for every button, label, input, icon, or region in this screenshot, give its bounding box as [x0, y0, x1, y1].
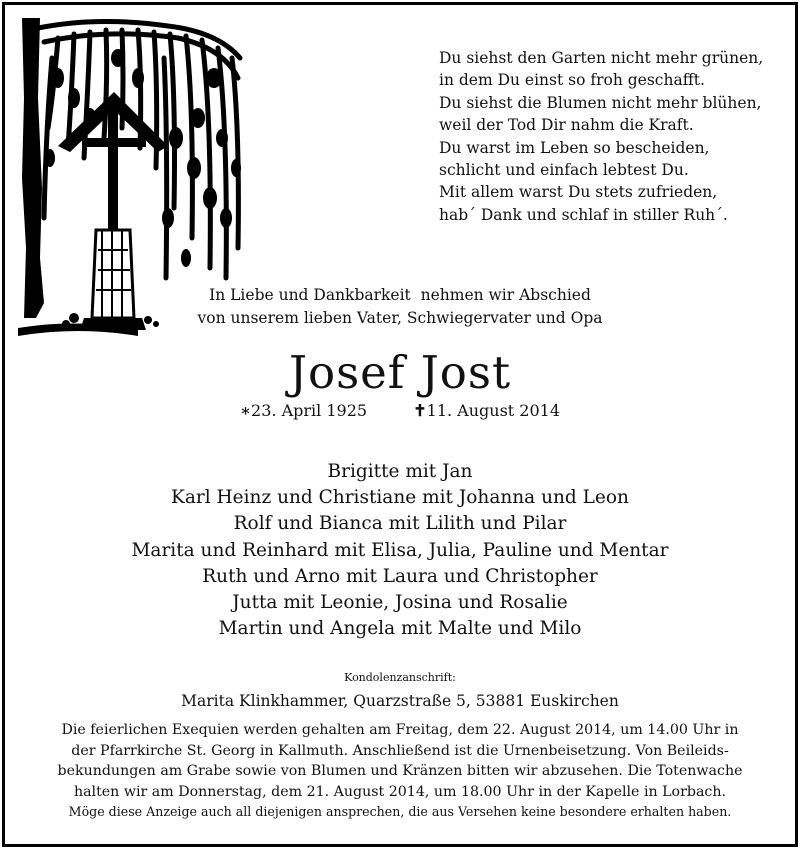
- life-dates: [0, 400, 800, 422]
- service-line: Die feierlichen Exequien werden gehalten am Freitag, dem 22. August 2014, um 14.00 Uhr in: [61, 722, 739, 738]
- birth-date: 23. April 1925: [251, 401, 368, 420]
- condolence-address: Marita Klinkhammer, Quarzstraße 5, 53881 Euskirchen: [181, 692, 619, 710]
- intro-line: In Liebe und Dankbarkeit nehmen wir Abschied: [209, 286, 591, 304]
- death-date: 11. August 2014: [426, 401, 561, 420]
- poem-line: schlicht und einfach lebtest Du.: [439, 161, 689, 180]
- birth-symbol-icon: ∗: [239, 401, 252, 420]
- deceased-name: Josef Jost: [288, 346, 512, 399]
- mourners-list: [0, 459, 800, 642]
- service-line: halten wir am Donnerstag, dem 21. August 2014, um 18.00 Uhr in der Kapelle in Lorbach.: [73, 783, 727, 800]
- cross-icon: ✝: [413, 401, 427, 420]
- poem-line: Du warst im Leben so bescheiden,: [439, 138, 710, 157]
- condolence-label: Kondolenzanschrift:: [344, 671, 456, 684]
- mourner-line: Martin und Angela mit Malte und Milo: [218, 618, 582, 640]
- service-line: der Pfarrkirche St. Georg in Kallmuth. Anschließend ist die Urnenbeisetzung. Von Beileids-: [71, 742, 729, 759]
- mourner-line: Rolf und Bianca mit Lilith und Pilar: [233, 513, 567, 535]
- mourner-line: Jutta mit Leonie, Josina und Rosalie: [232, 592, 568, 614]
- poem-line: Du siehst den Garten nicht mehr grünen,: [439, 49, 764, 67]
- funeral-service-info: [0, 720, 800, 823]
- mourner-line: Marita und Reinhard mit Elisa, Julia, Pauline und Mentar: [131, 539, 669, 561]
- poem-line: Du siehst die Blumen nicht mehr blühen,: [439, 93, 762, 112]
- mourner-line: Brigitte mit Jan: [327, 461, 473, 482]
- intro-line: von unserem lieben Vater, Schwiegervater und Opa: [197, 309, 603, 327]
- farewell-intro: [0, 284, 800, 330]
- poem: [439, 47, 763, 226]
- service-note: Möge diese Anzeige auch all diejenigen ansprechen, die aus Versehen keine besondere erhalten haben.: [68, 804, 732, 820]
- poem-line: Mit allem warst Du stets zufrieden,: [439, 183, 718, 202]
- service-line: bekundungen am Grabe sowie von Blumen und Kränzen bitten wir abzusehen. Die Totenwache: [57, 763, 743, 780]
- mourner-line: Karl Heinz und Christiane mit Johanna und Leon: [171, 487, 629, 509]
- poem-line: hab´ Dank und schlaf in stiller Ruh´.: [439, 205, 728, 224]
- poem-line: weil der Tod Dir nahm die Kraft.: [439, 116, 694, 135]
- mourner-line: Ruth und Arno mit Laura und Christopher: [202, 565, 598, 587]
- poem-line: in dem Du einst so froh geschafft.: [439, 71, 705, 90]
